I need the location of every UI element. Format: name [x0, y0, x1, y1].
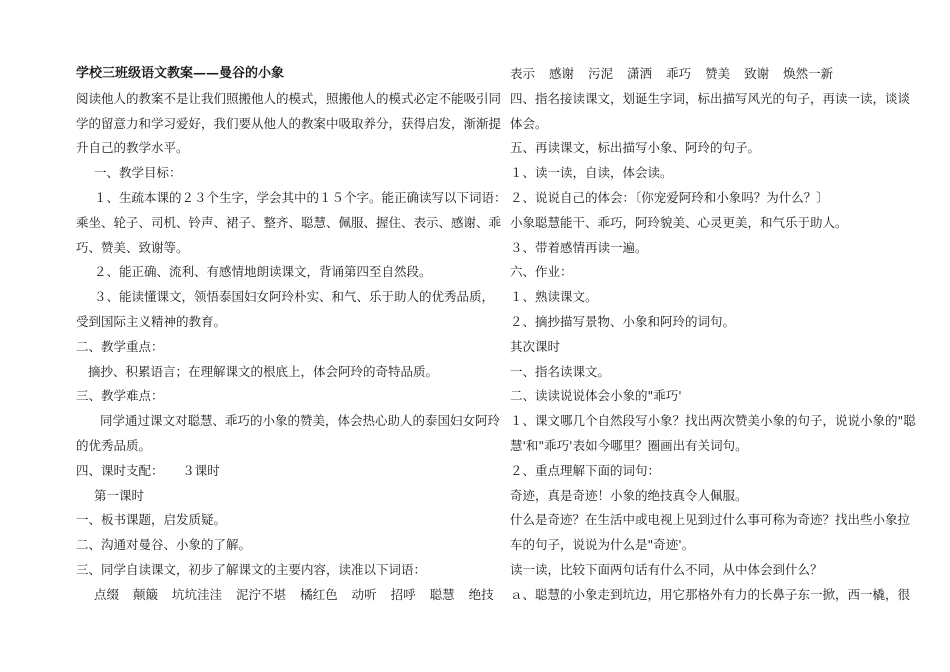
document-title: 学校三班级语文教案——曼谷的小象	[76, 66, 285, 81]
text-line: 同学通过课文对聪慧、乖巧的小象的赞美，体会热心助人的泰国妇女阿玲	[100, 413, 501, 429]
text-line: 什么是奇迹？在生活中或电视上见到过什么事可称为奇迹？找出些小象拉	[510, 512, 911, 528]
vocab-word: 颠簸	[133, 586, 159, 602]
vocabulary-list	[76, 583, 494, 608]
section-heading: 二、教学重点：	[76, 338, 164, 354]
vocab-word: 点缀	[94, 586, 120, 602]
vocab-word: 乖巧	[666, 66, 692, 81]
right-column	[510, 62, 916, 608]
text-line: 受到国际主义精神的教育。	[76, 313, 227, 329]
text-line: ａ、聪慧的小象走到坑边，用它那格外有力的长鼻子东一掀，西一橇，很	[510, 586, 911, 602]
lesson-heading: 第一课时	[94, 487, 145, 503]
vocab-word: 泥泞不堪	[236, 586, 287, 602]
vocab-word: 潇洒	[627, 66, 653, 81]
text-line: ３、能读懂课文，领悟泰国妇女阿玲朴实、和气、乐于助人的优秀品质，	[94, 289, 495, 305]
text-line: 四、指名接读课文，划诞生字词，标出描写风光的句子，再读一读，谈谈	[510, 90, 911, 106]
vocab-word: 动听	[351, 586, 377, 602]
text-line: 摘抄、积累语言；在理解课文的根底上，体会阿玲的奇特品质。	[88, 363, 439, 379]
text-line: 的优秀品质。	[76, 437, 152, 453]
text-line: ２、摘抄描写景物、小象和阿玲的词句。	[510, 313, 736, 329]
text-line: ３、带着感情再读一遍。	[510, 239, 648, 255]
text-line: 阅读他人的教案不是让我们照搬他人的模式，照搬他人的模式必定不能吸引同	[76, 90, 502, 106]
vocab-word: 致谢	[744, 66, 770, 81]
section-heading: 六、作业：	[510, 264, 573, 280]
text-line: ２、重点理解下面的词句：	[510, 462, 661, 478]
text-line: ２、说说自己的体会：〔你宠爱阿玲和小象吗？为什么？〕	[510, 189, 829, 205]
section-heading: 一、教学目标：	[94, 165, 182, 181]
text-line: 学的留意力和学习爱好，我们要从他人的教案中吸取养分，获得启发，渐渐提	[76, 115, 502, 131]
text-line: 一、板书课题，启发质疑。	[76, 512, 227, 528]
text-line: 二、沟通对曼谷、小象的了解。	[76, 537, 252, 553]
vocab-word: 坑坑洼洼	[172, 586, 223, 602]
text-line: 体会。	[510, 115, 548, 131]
vocab-word: 招呼	[390, 586, 416, 602]
text-line: １、生疏本课的２３个生字，学会其中的１５个字。能正确读写以下词语：	[94, 189, 507, 205]
text-line: 五、再读课文，标出描写小象、阿玲的句子。	[510, 140, 761, 156]
vocab-word: 焕然一新	[783, 66, 834, 81]
text-line: 三、同学自读课文，初步了解课文的主要内容，读准以下词语：	[76, 561, 427, 577]
vocab-word: 聪慧	[429, 586, 455, 602]
text-line: 升自己的教学水平。	[76, 140, 189, 156]
vocab-word: 橘红色	[300, 586, 338, 602]
text-line: 二、读读说说体会小象的"乖巧'	[510, 388, 682, 404]
lesson-heading: 其次课时	[510, 338, 561, 354]
text-line: 巧、赞美、致谢等。	[76, 239, 189, 255]
text-line: １、读一读，自读，体会读。	[510, 165, 673, 181]
text-line: 小象聪慧能干、乖巧，阿玲貌美、心灵更美，和气乐于助人。	[510, 214, 848, 230]
text-line: ２、能正确、流利、有感情地朗读课文，背诵第四至自然段。	[94, 264, 432, 280]
vocab-word: 赞美	[705, 66, 731, 81]
text-line: 慧'和"乖巧'表如今哪里？圈画出有关词句。	[510, 437, 748, 453]
section-heading: 三、教学难点：	[76, 388, 164, 404]
left-column	[76, 62, 507, 608]
vocab-word: 表示	[510, 66, 536, 81]
section-heading: 四、课时支配： ３课时	[76, 462, 220, 478]
vocab-word: 绝技	[468, 586, 494, 602]
text-line: 奇迹，真是奇迹！小象的绝技真令人佩服。	[510, 487, 748, 503]
vocab-word: 污泥	[588, 66, 614, 81]
text-line: １、熟读课文。	[510, 289, 598, 305]
text-line: 车的句子，说说为什么是"奇迹'。	[510, 537, 695, 553]
text-line: 读一读，比较下面两句话有什么不同，从中体会到什么？	[510, 561, 823, 577]
vocabulary-list	[510, 62, 875, 87]
text-line: １、课文哪几个自然段写小象？找出两次赞美小象的句子，说说小象的"聪	[510, 413, 916, 429]
text-line: 一、指名读课文。	[510, 363, 611, 379]
text-line: 乘坐、轮子、司机、铃声、裙子、整齐、聪慧、佩服、握住、表示、感谢、乖	[76, 214, 502, 230]
vocab-word: 感谢	[549, 66, 575, 81]
